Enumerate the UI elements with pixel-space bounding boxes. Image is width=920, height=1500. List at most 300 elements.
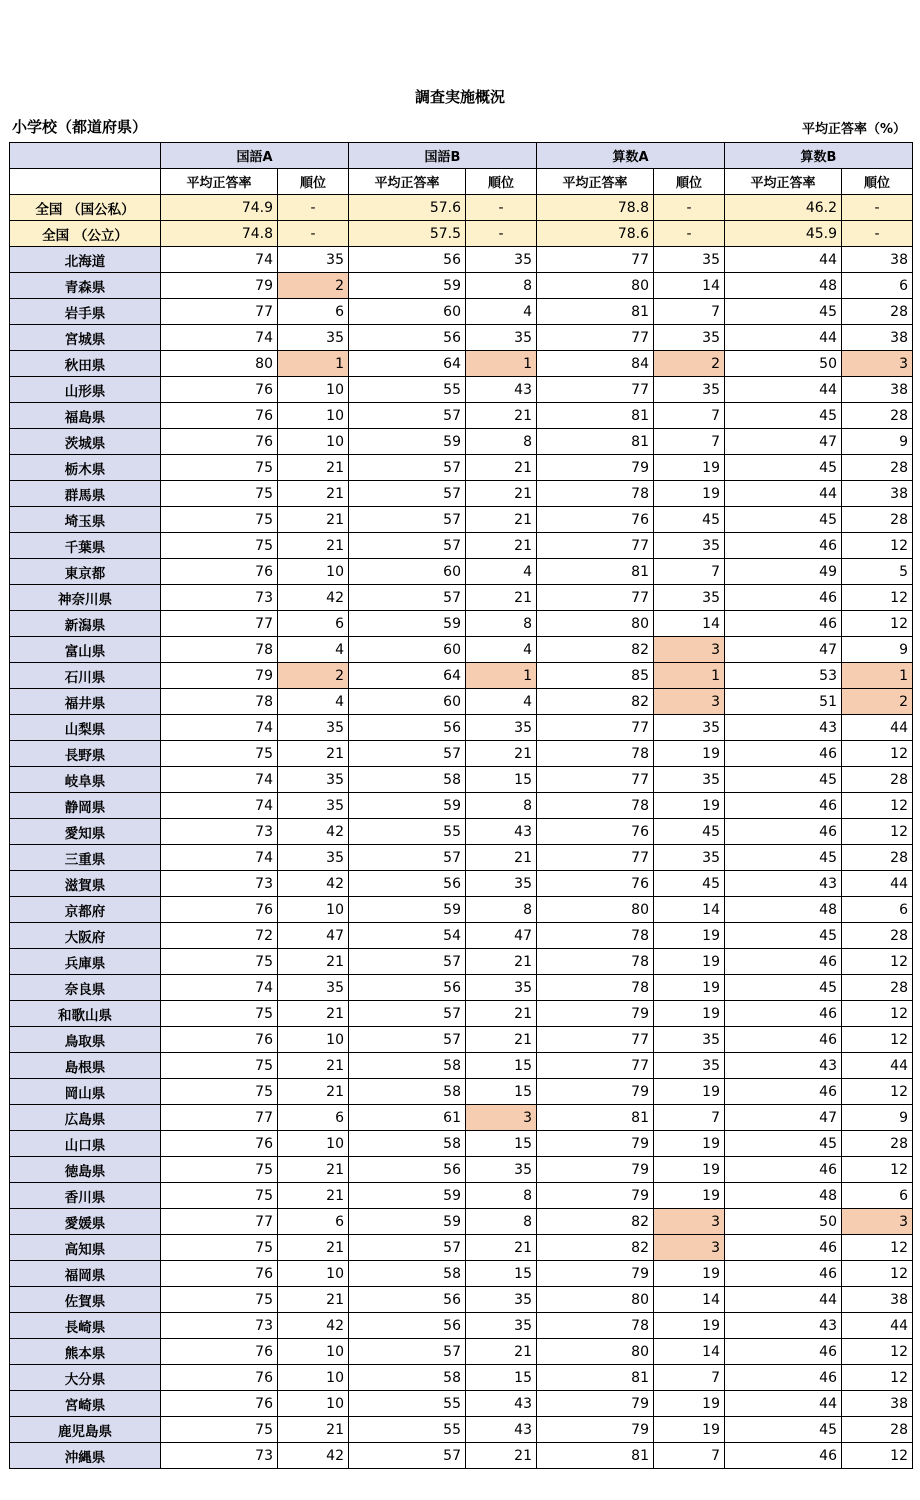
row-label: 山口県 bbox=[10, 1131, 161, 1157]
prefecture-row bbox=[10, 975, 913, 1001]
score-cell: 80 bbox=[537, 1287, 654, 1313]
rank-cell: 21 bbox=[278, 1183, 349, 1209]
subject-header-kokugo-a: 国語A bbox=[161, 143, 349, 169]
score-cell: 78 bbox=[161, 689, 278, 715]
score-cell: 60 bbox=[349, 637, 466, 663]
score-cell: 57 bbox=[349, 741, 466, 767]
score-cell: 75 bbox=[161, 1157, 278, 1183]
rank-cell: 1 bbox=[466, 351, 537, 377]
row-label: 沖縄県 bbox=[10, 1443, 161, 1469]
rank-cell: 42 bbox=[278, 871, 349, 897]
score-cell: 59 bbox=[349, 1209, 466, 1235]
row-label: 岐阜県 bbox=[10, 767, 161, 793]
rank-cell: 19 bbox=[654, 923, 725, 949]
score-cell: 46 bbox=[725, 1235, 842, 1261]
score-cell: 75 bbox=[161, 1079, 278, 1105]
prefecture-row bbox=[10, 1053, 913, 1079]
rank-cell: 14 bbox=[654, 273, 725, 299]
rank-cell: 3 bbox=[466, 1105, 537, 1131]
score-cell: 58 bbox=[349, 1131, 466, 1157]
score-cell: 74 bbox=[161, 715, 278, 741]
score-cell: 80 bbox=[537, 273, 654, 299]
score-cell: 81 bbox=[537, 429, 654, 455]
rank-cell: 1 bbox=[466, 663, 537, 689]
prefecture-row bbox=[10, 871, 913, 897]
prefecture-row bbox=[10, 1313, 913, 1339]
rank-cell: 3 bbox=[842, 351, 913, 377]
row-label: 和歌山県 bbox=[10, 1001, 161, 1027]
prefecture-row bbox=[10, 1209, 913, 1235]
rank-cell: 15 bbox=[466, 1053, 537, 1079]
score-cell: 57 bbox=[349, 533, 466, 559]
rank-cell: 21 bbox=[278, 1001, 349, 1027]
score-cell: 46 bbox=[725, 741, 842, 767]
score-cell: 50 bbox=[725, 1209, 842, 1235]
row-label: 青森県 bbox=[10, 273, 161, 299]
row-label: 長崎県 bbox=[10, 1313, 161, 1339]
score-cell: 81 bbox=[537, 1105, 654, 1131]
rank-cell: 7 bbox=[654, 429, 725, 455]
rank-cell: 9 bbox=[842, 637, 913, 663]
score-cell: 78 bbox=[537, 1313, 654, 1339]
rank-cell: 21 bbox=[466, 1001, 537, 1027]
rank-cell: 3 bbox=[654, 637, 725, 663]
score-cell: 75 bbox=[161, 1001, 278, 1027]
score-cell: 44 bbox=[725, 481, 842, 507]
row-label: 福岡県 bbox=[10, 1261, 161, 1287]
score-cell: 77 bbox=[537, 247, 654, 273]
prefecture-row bbox=[10, 1287, 913, 1313]
rank-cell: 2 bbox=[654, 351, 725, 377]
rank-cell: 47 bbox=[278, 923, 349, 949]
rank-header: 順位 bbox=[842, 169, 913, 195]
subject-header-row bbox=[10, 143, 913, 169]
rank-cell: 19 bbox=[654, 975, 725, 1001]
score-cell: 55 bbox=[349, 819, 466, 845]
score-cell: 45 bbox=[725, 845, 842, 871]
row-label: 群馬県 bbox=[10, 481, 161, 507]
prefecture-row bbox=[10, 1443, 913, 1469]
rank-cell: 2 bbox=[278, 273, 349, 299]
score-cell: 78.8 bbox=[537, 195, 654, 221]
score-cell: 75 bbox=[161, 1287, 278, 1313]
rank-cell: 10 bbox=[278, 1027, 349, 1053]
rank-cell: 15 bbox=[466, 1131, 537, 1157]
rank-cell: 7 bbox=[654, 1365, 725, 1391]
rank-cell: 8 bbox=[466, 1183, 537, 1209]
national-row bbox=[10, 221, 913, 247]
score-cell: 74.8 bbox=[161, 221, 278, 247]
score-cell: 57 bbox=[349, 1235, 466, 1261]
score-cell: 77 bbox=[537, 377, 654, 403]
score-cell: 57 bbox=[349, 403, 466, 429]
row-label: 東京都 bbox=[10, 559, 161, 585]
score-cell: 60 bbox=[349, 559, 466, 585]
row-label: 鹿児島県 bbox=[10, 1417, 161, 1443]
rank-cell: 19 bbox=[654, 1079, 725, 1105]
score-cell: 44 bbox=[725, 1287, 842, 1313]
rank-cell: 8 bbox=[466, 611, 537, 637]
rank-cell: 19 bbox=[654, 949, 725, 975]
score-cell: 85 bbox=[537, 663, 654, 689]
rank-cell: 10 bbox=[278, 559, 349, 585]
rank-cell: 47 bbox=[466, 923, 537, 949]
prefecture-row bbox=[10, 923, 913, 949]
rank-cell: 3 bbox=[654, 689, 725, 715]
rank-cell: - bbox=[466, 221, 537, 247]
rank-cell: 44 bbox=[842, 871, 913, 897]
score-cell: 57 bbox=[349, 949, 466, 975]
prefecture-row bbox=[10, 481, 913, 507]
score-cell: 78.6 bbox=[537, 221, 654, 247]
score-cell: 64 bbox=[349, 351, 466, 377]
row-label: 山形県 bbox=[10, 377, 161, 403]
score-cell: 77 bbox=[537, 533, 654, 559]
row-label: 岡山県 bbox=[10, 1079, 161, 1105]
score-cell: 64 bbox=[349, 663, 466, 689]
rank-cell: 6 bbox=[842, 897, 913, 923]
row-label: 福井県 bbox=[10, 689, 161, 715]
rank-cell: 21 bbox=[466, 455, 537, 481]
score-cell: 76 bbox=[161, 403, 278, 429]
rank-cell: 35 bbox=[278, 975, 349, 1001]
rank-header: 順位 bbox=[278, 169, 349, 195]
rank-cell: 3 bbox=[654, 1235, 725, 1261]
score-cell: 75 bbox=[161, 507, 278, 533]
score-cell: 81 bbox=[537, 299, 654, 325]
score-cell: 79 bbox=[161, 273, 278, 299]
score-cell: 76 bbox=[161, 559, 278, 585]
rank-cell: 12 bbox=[842, 1079, 913, 1105]
prefecture-row bbox=[10, 715, 913, 741]
score-cell: 75 bbox=[161, 741, 278, 767]
rank-cell: 7 bbox=[654, 299, 725, 325]
prefecture-row bbox=[10, 1339, 913, 1365]
score-cell: 75 bbox=[161, 1235, 278, 1261]
score-cell: 46 bbox=[725, 1001, 842, 1027]
prefecture-row bbox=[10, 351, 913, 377]
rank-cell: 42 bbox=[278, 1313, 349, 1339]
score-cell: 77 bbox=[161, 1105, 278, 1131]
rank-cell: 10 bbox=[278, 1365, 349, 1391]
score-cell: 76 bbox=[537, 871, 654, 897]
score-cell: 81 bbox=[537, 1365, 654, 1391]
rank-cell: 4 bbox=[278, 637, 349, 663]
rank-cell: 10 bbox=[278, 1131, 349, 1157]
score-cell: 80 bbox=[537, 897, 654, 923]
row-label: 高知県 bbox=[10, 1235, 161, 1261]
rank-cell: 19 bbox=[654, 1313, 725, 1339]
rank-cell: 35 bbox=[466, 1157, 537, 1183]
score-cell: 51 bbox=[725, 689, 842, 715]
row-label: 広島県 bbox=[10, 1105, 161, 1131]
rank-cell: 1 bbox=[842, 663, 913, 689]
rank-cell: 28 bbox=[842, 299, 913, 325]
score-cell: 48 bbox=[725, 897, 842, 923]
rank-cell: 19 bbox=[654, 741, 725, 767]
rank-cell: 21 bbox=[278, 741, 349, 767]
score-cell: 79 bbox=[537, 1417, 654, 1443]
score-cell: 77 bbox=[537, 845, 654, 871]
rank-cell: - bbox=[278, 221, 349, 247]
rank-cell: 42 bbox=[278, 585, 349, 611]
page-title: 調査実施概況 bbox=[414, 88, 505, 106]
row-label: 神奈川県 bbox=[10, 585, 161, 611]
results-table bbox=[9, 142, 913, 1469]
rank-cell: 44 bbox=[842, 1313, 913, 1339]
score-cell: 75 bbox=[161, 455, 278, 481]
rank-cell: 5 bbox=[842, 559, 913, 585]
score-cell: 76 bbox=[161, 377, 278, 403]
rank-cell: 43 bbox=[466, 1391, 537, 1417]
prefecture-row bbox=[10, 1131, 913, 1157]
rank-cell: 28 bbox=[842, 1417, 913, 1443]
prefecture-row bbox=[10, 455, 913, 481]
score-cell: 76 bbox=[161, 429, 278, 455]
score-cell: 57 bbox=[349, 507, 466, 533]
score-cell: 76 bbox=[161, 1027, 278, 1053]
rank-cell: 35 bbox=[654, 715, 725, 741]
row-label: 熊本県 bbox=[10, 1339, 161, 1365]
rank-cell: 21 bbox=[278, 1235, 349, 1261]
row-label: 新潟県 bbox=[10, 611, 161, 637]
row-label: 長野県 bbox=[10, 741, 161, 767]
row-label: 京都府 bbox=[10, 897, 161, 923]
score-cell: 76 bbox=[537, 819, 654, 845]
score-cell: 54 bbox=[349, 923, 466, 949]
score-cell: 84 bbox=[537, 351, 654, 377]
rank-cell: 14 bbox=[654, 897, 725, 923]
score-cell: 57 bbox=[349, 1001, 466, 1027]
prefecture-row bbox=[10, 325, 913, 351]
rank-cell: 8 bbox=[466, 897, 537, 923]
rank-cell: 4 bbox=[466, 689, 537, 715]
score-cell: 55 bbox=[349, 377, 466, 403]
row-label: 奈良県 bbox=[10, 975, 161, 1001]
score-cell: 45 bbox=[725, 975, 842, 1001]
rank-cell: 12 bbox=[842, 1443, 913, 1469]
rank-cell: 45 bbox=[654, 507, 725, 533]
rank-cell: 10 bbox=[278, 377, 349, 403]
rank-cell: 21 bbox=[278, 1079, 349, 1105]
rank-cell: 43 bbox=[466, 1417, 537, 1443]
rank-cell: 35 bbox=[278, 247, 349, 273]
score-cell: 45 bbox=[725, 403, 842, 429]
rank-cell: 21 bbox=[466, 949, 537, 975]
rank-cell: 35 bbox=[466, 1287, 537, 1313]
score-cell: 72 bbox=[161, 923, 278, 949]
rank-cell: 28 bbox=[842, 975, 913, 1001]
rank-cell: 12 bbox=[842, 949, 913, 975]
corner-cell bbox=[10, 143, 161, 169]
score-cell: 77 bbox=[537, 767, 654, 793]
rank-cell: 19 bbox=[654, 1001, 725, 1027]
rank-cell: 35 bbox=[654, 533, 725, 559]
rank-cell: 28 bbox=[842, 1131, 913, 1157]
score-cell: 79 bbox=[537, 455, 654, 481]
score-cell: 78 bbox=[537, 741, 654, 767]
score-cell: 46 bbox=[725, 1365, 842, 1391]
score-cell: 43 bbox=[725, 1313, 842, 1339]
score-cell: 77 bbox=[161, 1209, 278, 1235]
score-cell: 48 bbox=[725, 273, 842, 299]
score-cell: 73 bbox=[161, 585, 278, 611]
prefecture-row bbox=[10, 793, 913, 819]
score-cell: 77 bbox=[537, 1053, 654, 1079]
rank-cell: 35 bbox=[654, 377, 725, 403]
score-cell: 61 bbox=[349, 1105, 466, 1131]
row-label: 埼玉県 bbox=[10, 507, 161, 533]
score-cell: 76 bbox=[161, 1391, 278, 1417]
score-cell: 81 bbox=[537, 559, 654, 585]
score-cell: 75 bbox=[161, 481, 278, 507]
score-cell: 79 bbox=[537, 1183, 654, 1209]
prefecture-row bbox=[10, 533, 913, 559]
score-cell: 79 bbox=[537, 1391, 654, 1417]
rank-cell: 21 bbox=[278, 507, 349, 533]
rank-cell: 21 bbox=[278, 481, 349, 507]
score-cell: 74 bbox=[161, 767, 278, 793]
rank-cell: 4 bbox=[466, 299, 537, 325]
score-cell: 45 bbox=[725, 299, 842, 325]
score-cell: 81 bbox=[537, 1443, 654, 1469]
score-cell: 59 bbox=[349, 793, 466, 819]
row-label: 石川県 bbox=[10, 663, 161, 689]
score-cell: 47 bbox=[725, 637, 842, 663]
score-cell: 46 bbox=[725, 1027, 842, 1053]
rank-cell: 35 bbox=[466, 325, 537, 351]
rank-header: 順位 bbox=[654, 169, 725, 195]
score-cell: 76 bbox=[161, 1131, 278, 1157]
score-cell: 47 bbox=[725, 429, 842, 455]
rank-cell: 10 bbox=[278, 897, 349, 923]
unit-label: 平均正答率（%） bbox=[801, 122, 906, 137]
score-cell: 79 bbox=[537, 1001, 654, 1027]
rank-cell: 12 bbox=[842, 611, 913, 637]
prefecture-row bbox=[10, 247, 913, 273]
score-cell: 46.2 bbox=[725, 195, 842, 221]
sub-header-row bbox=[10, 169, 913, 195]
score-cell: 43 bbox=[725, 871, 842, 897]
score-cell: 76 bbox=[161, 1339, 278, 1365]
rank-cell: 35 bbox=[654, 585, 725, 611]
score-cell: 81 bbox=[537, 403, 654, 429]
rank-cell: 14 bbox=[654, 1339, 725, 1365]
rank-cell: 8 bbox=[466, 793, 537, 819]
row-label: 北海道 bbox=[10, 247, 161, 273]
rank-cell: 35 bbox=[278, 793, 349, 819]
prefecture-row bbox=[10, 637, 913, 663]
results-table-wrapper bbox=[9, 142, 913, 1469]
prefecture-row bbox=[10, 819, 913, 845]
score-cell: 58 bbox=[349, 1053, 466, 1079]
rank-cell: 28 bbox=[842, 845, 913, 871]
rank-cell: 35 bbox=[466, 247, 537, 273]
rank-cell: 28 bbox=[842, 767, 913, 793]
rank-cell: 12 bbox=[842, 585, 913, 611]
rank-cell: 19 bbox=[654, 1157, 725, 1183]
row-label: 栃木県 bbox=[10, 455, 161, 481]
rank-cell: 42 bbox=[278, 819, 349, 845]
score-cell: 46 bbox=[725, 611, 842, 637]
rank-cell: 12 bbox=[842, 819, 913, 845]
score-cell: 75 bbox=[161, 1417, 278, 1443]
rank-cell: 35 bbox=[466, 1313, 537, 1339]
prefecture-row bbox=[10, 1027, 913, 1053]
rank-cell: 35 bbox=[278, 715, 349, 741]
rank-cell: 38 bbox=[842, 481, 913, 507]
score-cell: 45 bbox=[725, 507, 842, 533]
score-cell: 73 bbox=[161, 871, 278, 897]
rank-cell: 10 bbox=[278, 1339, 349, 1365]
rank-header: 順位 bbox=[466, 169, 537, 195]
rank-cell: 7 bbox=[654, 1443, 725, 1469]
row-label: 佐賀県 bbox=[10, 1287, 161, 1313]
score-cell: 45 bbox=[725, 1417, 842, 1443]
subject-header-sansu-b: 算数B bbox=[725, 143, 913, 169]
rank-cell: 15 bbox=[466, 1365, 537, 1391]
rank-cell: 15 bbox=[466, 1079, 537, 1105]
score-cell: 46 bbox=[725, 1079, 842, 1105]
score-cell: 79 bbox=[537, 1261, 654, 1287]
score-cell: 57 bbox=[349, 1027, 466, 1053]
rank-cell: 21 bbox=[466, 1339, 537, 1365]
prefecture-row bbox=[10, 1105, 913, 1131]
score-cell: 46 bbox=[725, 1261, 842, 1287]
score-cell: 44 bbox=[725, 325, 842, 351]
score-cell: 46 bbox=[725, 1157, 842, 1183]
rank-cell: 21 bbox=[466, 1235, 537, 1261]
rank-cell: 12 bbox=[842, 793, 913, 819]
prefecture-row bbox=[10, 767, 913, 793]
score-cell: 59 bbox=[349, 273, 466, 299]
score-cell: 47 bbox=[725, 1105, 842, 1131]
score-cell: 75 bbox=[161, 1053, 278, 1079]
score-cell: 76 bbox=[161, 1261, 278, 1287]
score-cell: 57.5 bbox=[349, 221, 466, 247]
score-cell: 74 bbox=[161, 975, 278, 1001]
row-label: 全国 （国公私） bbox=[10, 195, 161, 221]
rank-cell: 4 bbox=[466, 559, 537, 585]
score-cell: 58 bbox=[349, 1261, 466, 1287]
rank-cell: 7 bbox=[654, 403, 725, 429]
rank-cell: 21 bbox=[466, 845, 537, 871]
rank-cell: 45 bbox=[654, 871, 725, 897]
score-cell: 78 bbox=[537, 481, 654, 507]
prefecture-row bbox=[10, 897, 913, 923]
score-cell: 79 bbox=[537, 1079, 654, 1105]
score-header: 平均正答率 bbox=[537, 169, 654, 195]
rank-cell: 14 bbox=[654, 1287, 725, 1313]
rank-cell: 2 bbox=[278, 663, 349, 689]
score-cell: 57 bbox=[349, 455, 466, 481]
rank-cell: 21 bbox=[466, 403, 537, 429]
rank-cell: 43 bbox=[466, 819, 537, 845]
rank-cell: 38 bbox=[842, 1391, 913, 1417]
rank-cell: 28 bbox=[842, 507, 913, 533]
rank-cell: 6 bbox=[278, 299, 349, 325]
rank-cell: 21 bbox=[466, 481, 537, 507]
corner-cell bbox=[10, 169, 161, 195]
score-cell: 79 bbox=[537, 1131, 654, 1157]
rank-cell: 21 bbox=[466, 507, 537, 533]
rank-cell: 6 bbox=[842, 273, 913, 299]
score-cell: 60 bbox=[349, 689, 466, 715]
rank-cell: 10 bbox=[278, 1261, 349, 1287]
row-label: 大分県 bbox=[10, 1365, 161, 1391]
score-cell: 55 bbox=[349, 1417, 466, 1443]
score-cell: 50 bbox=[725, 351, 842, 377]
